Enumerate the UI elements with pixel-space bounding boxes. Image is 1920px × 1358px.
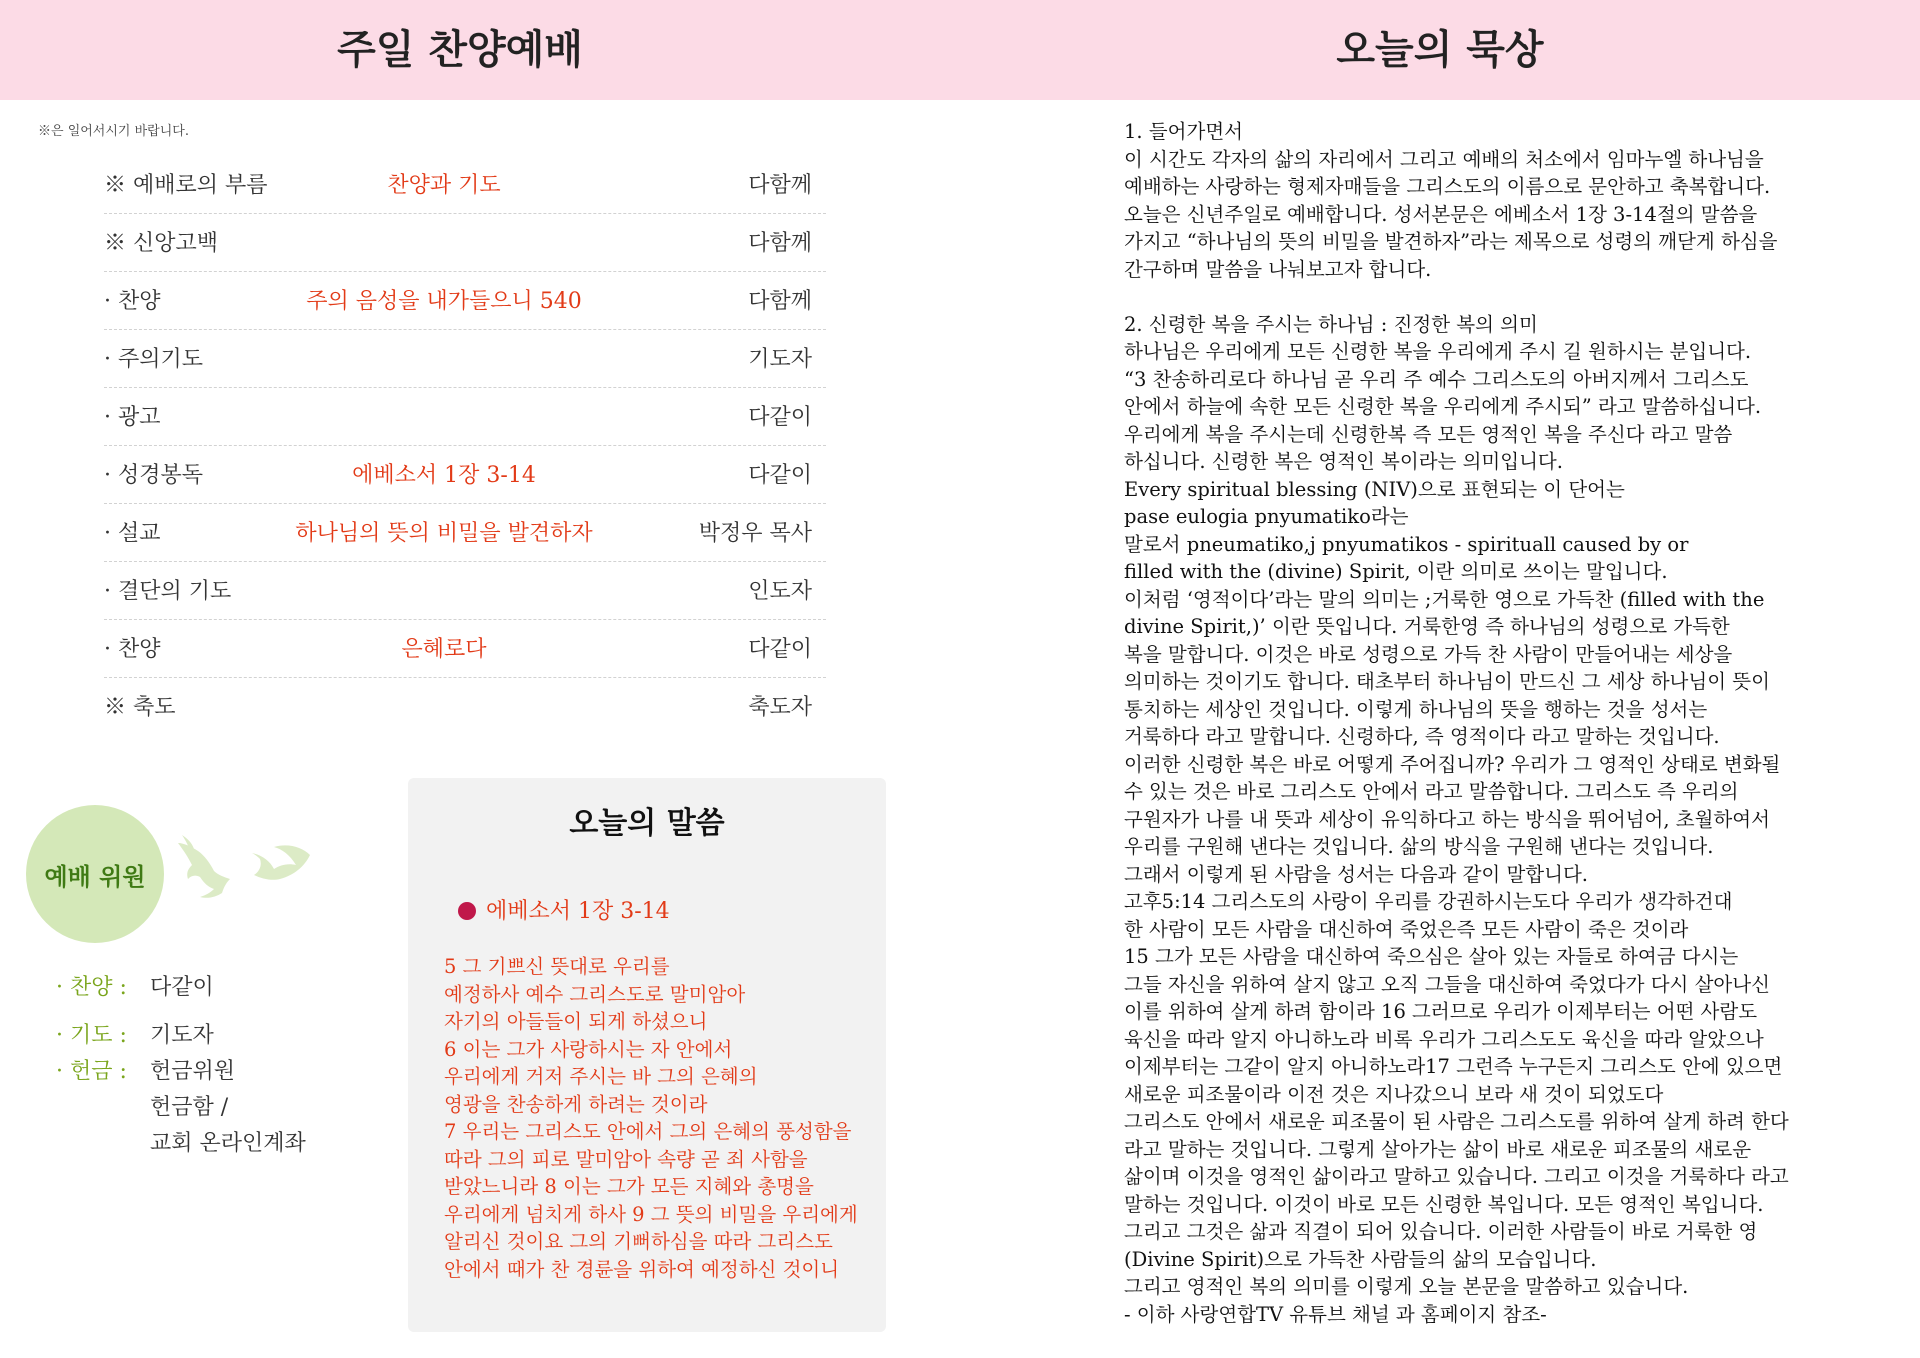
order-detail: 에베소서 1장 3-14 bbox=[352, 463, 536, 488]
meditation-line: 복을 말합니다. 이것은 바로 성령으로 가득 찬 사람이 만들어내는 세상을 bbox=[1124, 642, 1733, 666]
meditation-line: 수 있는 것은 바로 그리스도 안에서 라고 말씀합니다. 그리스도 즉 우리의 bbox=[1124, 780, 1739, 803]
meditation-line: 그리스도 안에서 새로운 피조물이 된 사람은 그리스도를 위하여 살게 하려 한다 bbox=[1124, 1110, 1789, 1133]
meditation-line: pase eulogia pnyumatiko라는 bbox=[1124, 505, 1409, 528]
verse-line: 알리신 것이요 그의 기뻐하심을 따라 그리스도 bbox=[444, 1230, 833, 1253]
order-leader: 다같이 bbox=[748, 637, 812, 662]
order-leader: 다함께 bbox=[748, 231, 812, 256]
verse-line: 따라 그의 피로 말미암아 속량 곧 죄 사함을 bbox=[444, 1147, 808, 1171]
staff-offering-account: 교회 온라인계좌 bbox=[150, 1131, 306, 1156]
order-row bbox=[104, 330, 826, 388]
meditation-line: 하십니다. 신령한 복은 영적인 복이라는 의미입니다. bbox=[1124, 450, 1563, 473]
order-item: ※ 축도 bbox=[104, 695, 176, 720]
order-leader: 다같이 bbox=[748, 463, 812, 488]
meditation-line: 한 사람이 모든 사람을 대신하여 죽었은즉 모든 사람이 죽은 것이라 bbox=[1124, 917, 1689, 941]
order-row bbox=[104, 446, 826, 504]
meditation-line: 그리고 영적인 복의 의미를 이렇게 오늘 본문을 말씀하고 있습니다. bbox=[1124, 1275, 1689, 1298]
meditation-line: 그래서 이렇게 된 사람을 성서는 다음과 같이 말합니다. bbox=[1124, 862, 1589, 886]
meditation-line: 우리에게 복을 주시는데 신령한복 즉 모든 영적인 복을 주신다 라고 말씀 bbox=[1124, 422, 1733, 446]
meditation-line bbox=[1124, 283, 1914, 311]
meditation-line: 예배하는 사랑하는 형제자매들을 그리스도의 이름으로 문안하고 축복합니다. bbox=[1124, 175, 1771, 198]
meditation-line: - 이하 사랑연합TV 유튜브 채널 과 홈페이지 참조- bbox=[1124, 1302, 1547, 1326]
order-row bbox=[104, 562, 826, 620]
meditation-line: 이 시간도 각자의 삶의 자리에서 그리고 예배의 처소에서 임마누엘 하나님을 bbox=[1124, 147, 1764, 171]
meditation-line: 15 그가 모든 사람을 대신하여 죽으심은 살아 있는 자들로 하여금 다시는 bbox=[1124, 945, 1739, 968]
order-row bbox=[104, 388, 826, 446]
meditation-line: 2. 신령한 복을 주시는 하나님 : 진정한 복의 의미 bbox=[1124, 312, 1538, 336]
staff-title: 예배 위원 bbox=[44, 862, 146, 891]
meditation-line: 우리를 구원해 낸다는 것입니다. 삶의 방식을 구원해 낸다는 것입니다. bbox=[1124, 835, 1714, 858]
meditation-line: filled with the (divine) Spirit, 이란 의미로 쓰이는 말입니다. bbox=[1124, 560, 1668, 583]
meditation-line: 육신을 따라 알지 아니하노라 비록 우리가 그리스도도 육신을 따라 알았으나 bbox=[1124, 1027, 1764, 1051]
order-item: · 주의기도 bbox=[104, 347, 203, 372]
meditation-line: “3 찬송하리로다 하나님 곧 우리 주 예수 그리스도의 아버지께서 그리스도 bbox=[1124, 367, 1749, 391]
order-detail: 찬양과 기도 bbox=[387, 173, 501, 198]
order-item: · 찬양 bbox=[104, 289, 161, 314]
order-leader: 다함께 bbox=[748, 289, 812, 314]
order-leader: 다같이 bbox=[748, 405, 812, 430]
staff-offering-label: · 헌금 : bbox=[56, 1059, 127, 1084]
todays-word-box bbox=[408, 778, 886, 1332]
meditation-line: 삶이며 이것을 영적인 삶이라고 말하고 있습니다. 그리고 이것을 거룩하다 라고 bbox=[1124, 1165, 1789, 1188]
meditation-line: 의미하는 것이기도 합니다. 태초부터 하나님이 만드신 그 세상 하나님이 뜻이 bbox=[1124, 670, 1770, 693]
meditation-line: Every spiritual blessing (NIV)으로 표현되는 이 단어는 bbox=[1124, 477, 1625, 501]
order-leader: 박정우 목사 bbox=[698, 521, 812, 546]
scripture-verses bbox=[444, 953, 884, 1283]
verse-line: 6 이는 그가 사랑하시는 자 안에서 bbox=[444, 1037, 733, 1061]
order-leader: 다함께 bbox=[748, 173, 812, 198]
verse-line: 우리에게 넘치게 하사 9 그 뜻의 비밀을 우리에게 bbox=[444, 1202, 858, 1226]
meditation-line: 그들 자신을 위하여 살지 않고 오직 그들을 대신하여 죽었다가 다시 살아나신 bbox=[1124, 972, 1770, 996]
verse-line: 우리에게 거저 주시는 바 그의 은혜의 bbox=[444, 1065, 758, 1088]
meditation-line: (Divine Spirit)으로 가득찬 사람들의 삶의 모습입니다. bbox=[1124, 1247, 1597, 1271]
verse-line: 자기의 아들들이 되게 하셨으니 bbox=[444, 1010, 708, 1033]
staff-prayer-value: 기도자 bbox=[150, 1023, 214, 1048]
meditation-body bbox=[1124, 118, 1914, 1328]
meditation-title: 오늘의 묵상 bbox=[1336, 27, 1544, 73]
order-detail: 하나님의 뜻의 비밀을 발견하자 bbox=[295, 521, 593, 546]
meditation-line: 통치하는 세상인 것입니다. 이렇게 하나님의 뜻을 행하는 것을 성서는 bbox=[1124, 697, 1708, 721]
worship-title: 주일 찬양예배 bbox=[337, 27, 583, 73]
meditation-line: 1. 들어가면서 bbox=[1124, 120, 1243, 143]
order-item: · 설교 bbox=[104, 521, 161, 546]
order-detail: 은혜로다 bbox=[401, 637, 487, 662]
todays-word-title: 오늘의 말씀 bbox=[569, 806, 725, 841]
meditation-line: 라고 말하는 것입니다. 그렇게 살아가는 삶이 바로 새로운 피조물의 새로운 bbox=[1124, 1137, 1752, 1161]
meditation-line: 안에서 하늘에 속한 모든 신령한 복을 우리에게 주시되” 라고 말씀하십니다. bbox=[1124, 395, 1762, 418]
verse-line: 예정하사 예수 그리스도로 말미암아 bbox=[444, 982, 746, 1006]
order-item: · 광고 bbox=[104, 405, 161, 430]
meditation-line: 그리고 그것은 삶과 직결이 되어 있습니다. 이러한 사람들이 바로 거룩한 영 bbox=[1124, 1220, 1758, 1243]
meditation-line: 구원자가 나를 내 뜻과 세상이 유익하다고 하는 방식을 뛰어넘어, 초월하여서 bbox=[1124, 807, 1770, 831]
meditation-line: 새로운 피조물이라 이전 것은 지나갔으니 보라 새 것이 되었도다 bbox=[1124, 1082, 1664, 1106]
order-item: · 찬양 bbox=[104, 637, 161, 662]
staff-badge bbox=[26, 805, 164, 943]
meditation-line: 가지고 “하나님의 뜻의 비밀을 발견하자”라는 제목으로 성령의 깨닫게 하심을 bbox=[1124, 230, 1778, 253]
meditation-line: 하나님은 우리에게 모든 신령한 복을 우리에게 주시 길 원하시는 분입니다. bbox=[1124, 340, 1752, 363]
header-banner bbox=[0, 0, 1920, 100]
order-item: · 결단의 기도 bbox=[104, 579, 232, 604]
doves-icon bbox=[170, 835, 320, 915]
order-item: ※ 예배로의 부름 bbox=[104, 173, 268, 198]
staff-offering-value: 헌금위원 bbox=[150, 1059, 236, 1084]
worship-order-list bbox=[104, 156, 826, 735]
meditation-line: 오늘은 신년주일로 예배합니다. 성서본문은 에베소서 1장 3-14절의 말씀을 bbox=[1124, 202, 1758, 226]
meditation-line: 이제부터는 그같이 알지 아니하노라17 그런즉 누구든지 그리스도 안에 있으면 bbox=[1124, 1055, 1783, 1078]
order-leader: 축도자 bbox=[748, 695, 812, 720]
meditation-line: 고후5:14 그리스도의 사랑이 우리를 강권하시는도다 우리가 생각하건대 bbox=[1124, 890, 1733, 913]
meditation-line: 이처럼 ‘영적이다’라는 말의 의미는 ;거룩한 영으로 가득찬 (filled with the bbox=[1124, 587, 1765, 611]
staff-praise-value: 다같이 bbox=[150, 975, 214, 1000]
staff-praise-label: · 찬양 : bbox=[56, 975, 127, 1000]
meditation-line: 이를 위하여 살게 하려 함이라 16 그러므로 우리가 이제부터는 어떤 사람도 bbox=[1124, 1000, 1758, 1023]
order-leader: 인도자 bbox=[748, 579, 812, 604]
staff-prayer-label: · 기도 : bbox=[56, 1023, 127, 1048]
verse-line: 영광을 찬송하게 하려는 것이라 bbox=[444, 1092, 708, 1116]
verse-line: 7 우리는 그리스도 안에서 그의 은혜의 풍성함을 bbox=[444, 1120, 852, 1143]
order-row bbox=[104, 156, 826, 214]
verse-line: 받았느니라 8 이는 그가 모든 지혜와 총명을 bbox=[444, 1175, 814, 1198]
meditation-line: divine Spirit,)’ 이란 뜻입니다. 거룩한영 즉 하나님의 성령으로 가득한 bbox=[1124, 615, 1730, 638]
order-row bbox=[104, 214, 826, 272]
meditation-line: 말하는 것입니다. 이것이 바로 모든 신령한 복입니다. 모든 영적인 복입니다. bbox=[1124, 1192, 1764, 1216]
standing-note: ※은 일어서시기 바랍니다. bbox=[38, 124, 189, 139]
order-row bbox=[104, 272, 826, 330]
order-row bbox=[104, 620, 826, 678]
order-row bbox=[104, 504, 826, 562]
scripture-reference: 에베소서 1장 3-14 bbox=[486, 899, 670, 924]
order-item: ※ 신앙고백 bbox=[104, 231, 219, 256]
staff-offering-box: 헌금함 / bbox=[150, 1095, 229, 1120]
bullet-dot-icon bbox=[458, 902, 476, 920]
order-item: · 성경봉독 bbox=[104, 463, 203, 488]
meditation-line: 이러한 신령한 복은 바로 어떻게 주어집니까? 우리가 그 영적인 상태로 변화될 bbox=[1124, 752, 1781, 776]
verse-line: 5 그 기쁘신 뜻대로 우리를 bbox=[444, 955, 670, 978]
meditation-line: 간구하며 말씀을 나눠보고자 합니다. bbox=[1124, 257, 1432, 281]
order-row bbox=[104, 678, 826, 735]
meditation-line: 거룩하다 라고 말합니다. 신령하다, 즉 영적이다 라고 말하는 것입니다. bbox=[1124, 725, 1720, 748]
order-detail: 주의 음성을 내가들으니 540 bbox=[306, 289, 582, 314]
verse-line: 안에서 때가 찬 경륜을 위하여 예정하신 것이니 bbox=[444, 1257, 840, 1281]
meditation-line: 말로서 pneumatiko,j pnyumatikos - spirituall caused by or bbox=[1124, 532, 1689, 556]
order-leader: 기도자 bbox=[748, 347, 812, 372]
